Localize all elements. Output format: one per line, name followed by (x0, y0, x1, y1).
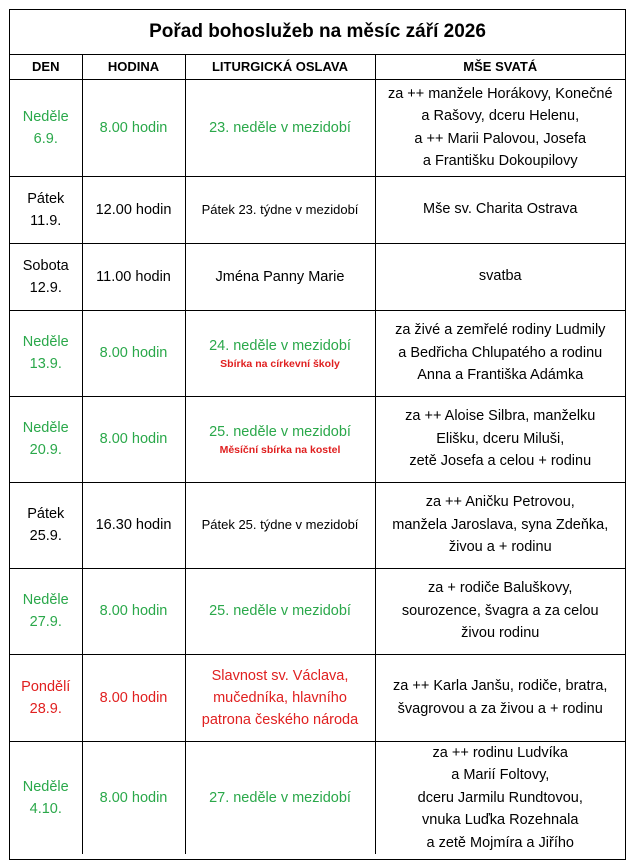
mass-cell (375, 310, 625, 396)
liturgy-line: 25. neděle v mezidobí (209, 424, 351, 440)
day-date: 27.9. (29, 614, 62, 630)
day-cell (10, 741, 82, 854)
day-date: 12.9. (29, 279, 62, 296)
schedule-rows (10, 79, 625, 854)
liturgy-line: Pátek 25. týdne v mezidobí (201, 517, 359, 532)
day-date: 20.9. (29, 442, 62, 458)
mass-intention-line: a zetě Mojmíra a Jiřího (426, 834, 574, 851)
day-cell (10, 654, 82, 741)
header-day: DEN (10, 54, 82, 79)
liturgy-cell (185, 79, 375, 176)
collection-note: Měsíční sbírka na kostel (219, 444, 341, 456)
day-name: Neděle (22, 420, 69, 436)
liturgy-cell (185, 741, 375, 854)
mass-intention-line: za ++ Aničku Petrovou, (425, 494, 575, 511)
mass-intention-line: a Rašovy, dceru Helenu, (421, 108, 580, 124)
mass-intention-line: švagrovou a za živou a + rodinu (397, 700, 603, 717)
day-name: Sobota (22, 257, 69, 274)
day-cell (10, 310, 82, 396)
day-date: 28.9. (29, 700, 62, 717)
mass-intention-line: za ++ manžele Horákovy, Konečné (387, 85, 613, 102)
day-name: Pátek (27, 506, 65, 522)
mass-cell (375, 176, 625, 243)
liturgy-line: mučedníka, hlavního (213, 689, 347, 706)
liturgy-cell (185, 176, 375, 243)
day-date: 13.9. (29, 356, 62, 372)
mass-intention-line: Elišku, dceru Miluši, (436, 430, 565, 447)
day-cell (10, 396, 82, 482)
liturgy-cell (185, 310, 375, 396)
day-date: 4.10. (29, 800, 62, 817)
day-date: 6.9. (33, 130, 58, 147)
table-row (10, 79, 625, 176)
hour-cell: 8.00 hodin (82, 79, 185, 176)
mass-intention-line: dceru Jarmilu Rundtovou, (417, 789, 583, 806)
liturgy-line: Pátek 23. týdne v mezidobí (201, 201, 359, 217)
day-cell (10, 482, 82, 568)
mass-intention-line: a Františku Dokoupilovy (422, 153, 578, 169)
mass-intention-line: za živé a zemřelé rodiny Ludmily (395, 322, 606, 339)
hour-cell: 8.00 hodin (82, 654, 185, 741)
mass-cell (375, 568, 625, 654)
mass-intention-line: živou a + rodinu (448, 539, 552, 556)
mass-cell (375, 482, 625, 568)
mass-intention-line: za ++ Aloise Silbra, manželku (405, 408, 596, 425)
liturgy-line: Slavnost sv. Václava, (211, 667, 349, 684)
day-cell (10, 79, 82, 176)
mass-intention-line: za ++ rodinu Ludvíka (432, 744, 568, 761)
mass-intention-line: a Bedřicha Chlupatého a rodinu (398, 344, 603, 361)
day-cell (10, 243, 82, 310)
mass-intention-line: manžela Jaroslava, syna Zdeňka, (392, 516, 609, 533)
header-liturgy: LITURGICKÁ OSLAVA (185, 54, 375, 79)
mass-intention-line: a ++ Marii Palovou, Josefa (414, 130, 587, 147)
day-cell (10, 568, 82, 654)
liturgy-line: 25. neděle v mezidobí (209, 603, 351, 619)
table-row (10, 568, 625, 654)
mass-intention-line: vnuka Luďka Rozehnala (422, 812, 579, 828)
page-title: Pořad bohoslužeb na měsíc září 2026 (10, 10, 625, 55)
hour-cell: 8.00 hodin (82, 396, 185, 482)
day-name: Neděle (22, 334, 69, 350)
table-row (10, 482, 625, 568)
hour-cell: 12.00 hodin (82, 176, 185, 243)
mass-cell (375, 79, 625, 176)
day-name: Neděle (22, 592, 69, 608)
header-mass: MŠE SVATÁ (375, 54, 625, 79)
day-date: 11.9. (30, 212, 62, 229)
table-row (10, 310, 625, 396)
collection-note: Sbírka na církevní školy (220, 358, 340, 370)
mass-intention-line: a Marií Foltovy, (451, 767, 550, 783)
schedule-sheet (9, 9, 626, 860)
hour-cell: 11.00 hodin (82, 243, 185, 310)
liturgy-line: Jména Panny Marie (215, 268, 345, 285)
day-cell (10, 176, 82, 243)
mass-intention-line: Anna a Františka Adámka (417, 367, 584, 384)
table-row (10, 741, 625, 854)
mass-cell (375, 654, 625, 741)
liturgy-line: 23. neděle v mezidobí (209, 119, 351, 136)
mass-cell (375, 396, 625, 482)
mass-intention-line: zetě Josefa a celou + rodinu (409, 453, 592, 470)
hour-cell: 16.30 hodin (82, 482, 185, 568)
mass-intention-line: za + rodiče Baluškovy, (428, 580, 573, 597)
table-row (10, 396, 625, 482)
liturgy-line: 24. neděle v mezidobí (209, 338, 351, 354)
mass-intention-line: svatba (478, 268, 522, 285)
mass-intention-line: sourozence, švagra a za celou (401, 602, 599, 619)
header-row (10, 54, 625, 79)
day-name: Neděle (22, 778, 69, 795)
day-name: Neděle (22, 108, 69, 125)
day-date: 25.9. (29, 528, 62, 544)
table-row (10, 243, 625, 310)
liturgy-line: 27. neděle v mezidobí (209, 789, 351, 806)
mass-intention-line: za ++ Karla Janšu, rodiče, bratra, (393, 678, 608, 694)
table-row (10, 654, 625, 741)
hour-cell: 8.00 hodin (82, 310, 185, 396)
liturgy-line: patrona českého národa (201, 711, 359, 728)
hour-cell: 8.00 hodin (82, 741, 185, 854)
hour-cell: 8.00 hodin (82, 568, 185, 654)
mass-intention-line: živou rodinu (461, 625, 540, 642)
table-row (10, 176, 625, 243)
mass-intention-line: Mše sv. Charita Ostrava (423, 201, 578, 218)
liturgy-cell (185, 482, 375, 568)
mass-cell (375, 741, 625, 854)
liturgy-cell (185, 396, 375, 482)
mass-cell (375, 243, 625, 310)
liturgy-cell (185, 243, 375, 310)
liturgy-cell (185, 568, 375, 654)
liturgy-cell (185, 654, 375, 741)
day-name: Pondělí (21, 678, 71, 695)
schedule-table (10, 54, 625, 854)
day-name: Pátek (27, 190, 65, 207)
header-hour: HODINA (82, 54, 185, 79)
